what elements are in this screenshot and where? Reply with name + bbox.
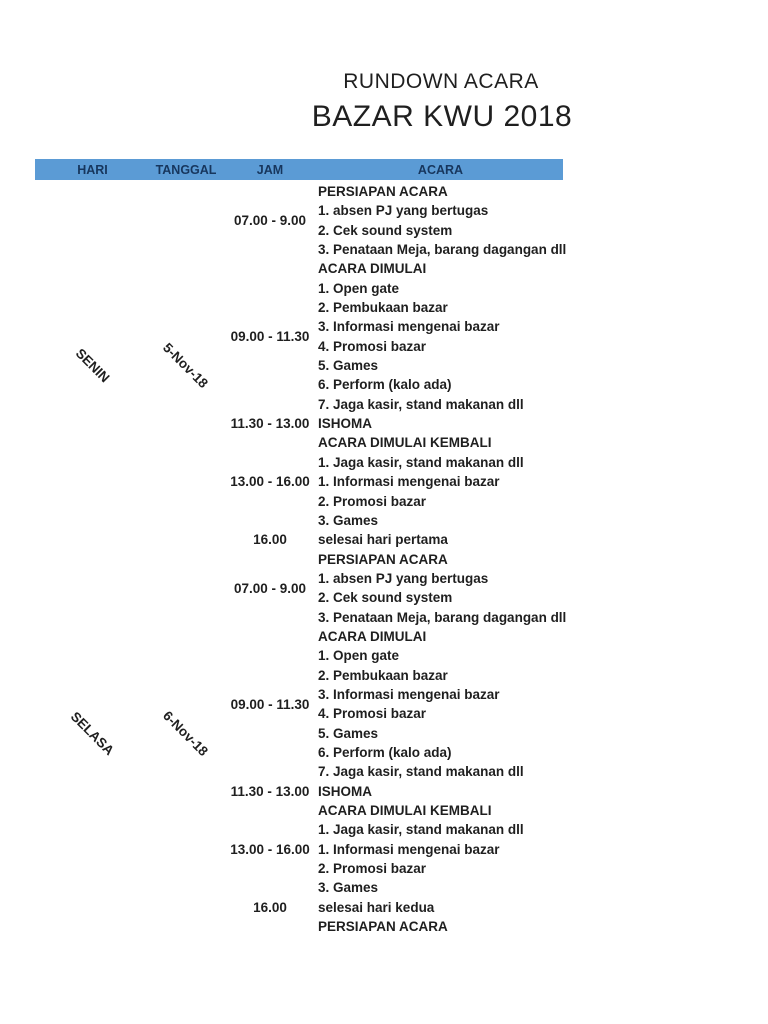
acara-item: 1. Open gate	[318, 648, 400, 664]
acara-item: 2. Pembukaan bazar	[318, 667, 448, 683]
tanggal-cell	[150, 182, 222, 550]
acara-items	[318, 433, 566, 530]
acara-items	[318, 627, 566, 782]
time-cell: 13.00 - 16.00	[230, 841, 310, 857]
acara-items	[318, 782, 566, 801]
time-cell: 16.00	[253, 899, 287, 915]
acara-item: PERSIAPAN ACARA	[318, 551, 448, 567]
table-body	[35, 180, 567, 936]
time-cell: 09.00 - 11.30	[230, 696, 310, 712]
schedule-block	[222, 182, 566, 259]
hari-cell	[35, 917, 150, 936]
acara-items	[318, 259, 566, 414]
acara-item: 3. Informasi mengenai bazar	[318, 686, 500, 702]
acara-item: 6. Perform (kalo ada)	[318, 377, 452, 393]
rundown-table	[35, 159, 567, 936]
schedule-block	[222, 782, 566, 801]
day-blocks	[222, 550, 566, 918]
schedule-block	[222, 550, 566, 627]
acara-item: selesai hari kedua	[318, 899, 435, 915]
acara-item: ACARA DIMULAI KEMBALI	[318, 803, 492, 818]
acara-item: 1. Open gate	[318, 280, 400, 296]
hari-cell	[35, 182, 150, 550]
acara-item: 2. Cek sound system	[318, 590, 453, 606]
day-blocks	[222, 182, 566, 550]
acara-item: ISHOMA	[318, 783, 372, 799]
schedule-block	[222, 433, 566, 530]
time-cell: 11.30 - 13.00	[230, 416, 310, 432]
acara-item: ACARA DIMULAI	[318, 261, 427, 277]
hari-cell	[35, 550, 150, 918]
table-day-row	[35, 917, 563, 936]
acara-item: 6. Perform (kalo ada)	[318, 744, 452, 760]
day-date-rotated: 5-Nov-18	[160, 340, 212, 392]
time-cell: 13.00 - 16.00	[230, 474, 310, 490]
acara-item: 3. Games	[318, 512, 379, 528]
acara-item: ISHOMA	[318, 416, 372, 432]
acara-item: 7. Jaga kasir, stand makanan dll	[318, 396, 524, 412]
header-hari: HARI	[77, 162, 108, 177]
acara-item: 3. Games	[318, 880, 379, 896]
acara-items	[318, 898, 566, 917]
acara-items	[318, 530, 566, 549]
acara-item: 1. Jaga kasir, stand makanan dll	[318, 454, 524, 470]
time-cell: 11.30 - 13.00	[230, 783, 310, 799]
acara-item: 2. Pembukaan bazar	[318, 300, 448, 316]
acara-items	[318, 550, 566, 627]
schedule-block	[222, 627, 566, 782]
acara-item: 1. absen PJ yang bertugas	[318, 570, 489, 586]
header-jam: JAM	[256, 162, 284, 177]
acara-item: 1. absen PJ yang bertugas	[318, 203, 489, 219]
acara-item: 3. Informasi mengenai bazar	[318, 319, 500, 335]
schedule-block	[222, 917, 563, 936]
acara-item: 2. Promosi bazar	[318, 493, 427, 509]
schedule-block	[222, 801, 566, 898]
acara-item: 4. Promosi bazar	[318, 338, 427, 354]
acara-item: ACARA DIMULAI KEMBALI	[318, 435, 492, 451]
acara-item: 3. Penataan Meja, barang dagangan dll	[318, 609, 567, 625]
acara-item: 7. Jaga kasir, stand makanan dll	[318, 764, 524, 780]
document-subtitle: RUNDOWN ACARA	[343, 70, 539, 93]
acara-items	[318, 801, 566, 898]
tanggal-cell	[150, 917, 222, 936]
acara-item: 4. Promosi bazar	[318, 706, 427, 722]
time-cell: 07.00 - 9.00	[233, 213, 307, 229]
acara-item: 1. Informasi mengenai bazar	[318, 474, 500, 490]
schedule-block	[222, 259, 566, 414]
acara-item: 2. Promosi bazar	[318, 861, 427, 877]
acara-item: 5. Games	[318, 725, 379, 741]
time-cell: 16.00	[253, 532, 287, 548]
time-cell: 07.00 - 9.00	[233, 580, 307, 596]
document-title: BAZAR KWU 2018	[311, 100, 573, 133]
acara-item: PERSIAPAN ACARA	[318, 184, 448, 199]
acara-items	[318, 917, 563, 936]
table-header-row	[35, 159, 563, 180]
schedule-block	[222, 898, 566, 917]
schedule-block	[222, 414, 566, 433]
day-date-rotated: 6-Nov-18	[160, 707, 212, 759]
schedule-block	[222, 530, 566, 549]
time-cell	[222, 917, 318, 936]
day-blocks	[222, 917, 563, 936]
tanggal-cell	[150, 550, 222, 918]
acara-item: PERSIAPAN ACARA	[318, 919, 448, 935]
header-tanggal: TANGGAL	[155, 162, 217, 177]
acara-item: 5. Games	[318, 358, 379, 374]
acara-items	[318, 414, 566, 433]
acara-item: 1. Informasi mengenai bazar	[318, 841, 500, 857]
day-name-rotated: SENIN	[72, 345, 113, 386]
time-cell: 09.00 - 11.30	[230, 329, 310, 345]
table-day-row	[35, 550, 567, 918]
header-acara: ACARA	[417, 162, 464, 177]
day-name-rotated: SELASA	[67, 708, 118, 758]
acara-item: 2. Cek sound system	[318, 222, 453, 238]
acara-item: selesai hari pertama	[318, 532, 448, 548]
acara-item: 1. Jaga kasir, stand makanan dll	[318, 822, 524, 838]
acara-item: 3. Penataan Meja, barang dagangan dll	[318, 242, 567, 258]
table-day-row	[35, 182, 567, 550]
acara-item: ACARA DIMULAI	[318, 628, 427, 644]
acara-items	[318, 182, 566, 259]
